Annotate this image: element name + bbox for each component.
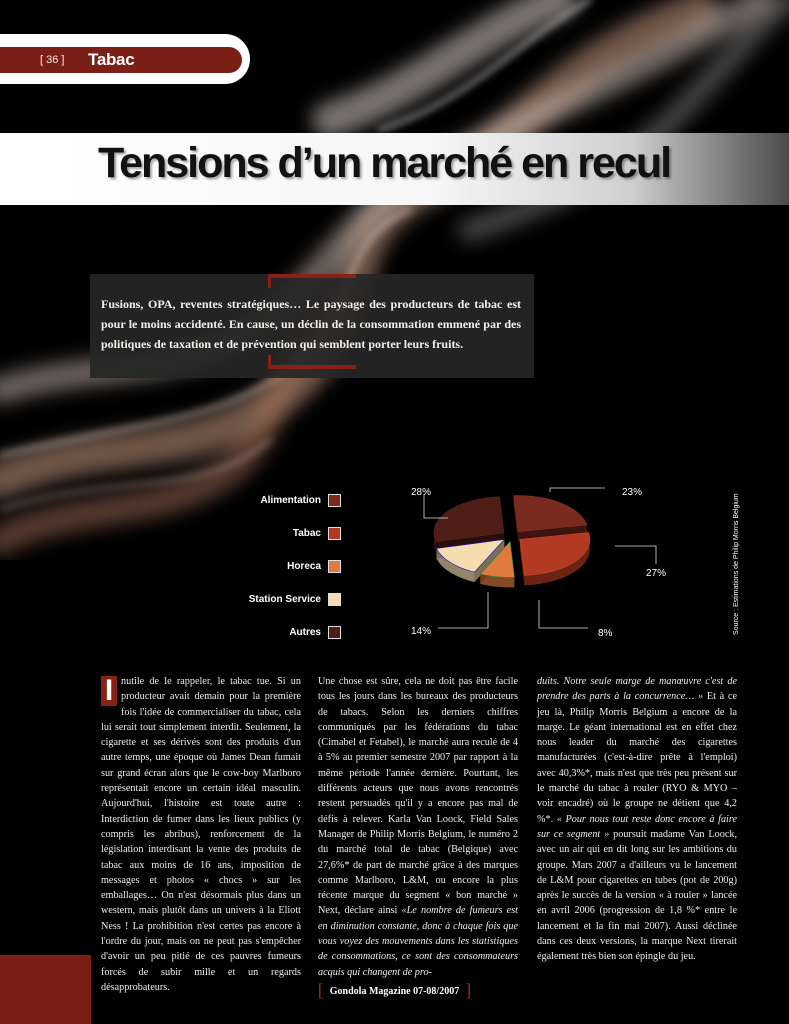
legend-item (216, 517, 341, 550)
footer-bracket-open: [ (317, 980, 324, 1000)
article-column-1 (101, 674, 301, 995)
pie-label-autres: 28% (411, 487, 432, 498)
page-number: [ 36 ] (40, 54, 65, 66)
drop-cap: I (101, 676, 117, 706)
legend-item (216, 550, 341, 583)
column-3-quote-1: duits. Notre seule marge de manœuvre c'est de prendre des parts à la concurrence… » (537, 676, 737, 703)
section-name: Tabac (88, 50, 135, 69)
column-2-text: Une chose est sûre, cela ne doit pas être facile tous les jours dans les bureaux des producteurs de tabacs. Selon les derniers chiffres communiqués par les fédérations du tabac (Cimabel et Fetabel), le marché aura reculé de 4 à 5% au premier semestre 2007 par rapport à la même période l'année dernière. Pourtant, les différents acteurs que nous avons rencontrés restent persuadés qu'il y a encore pas mal de défis à relever. Karla Van Loock, Field Sales Manager de Philip Morris Belgium, le numéro 2 du marché total de tabac (Belgique) avec 27,6%* de part de marché grâce à des marques comme Marlboro, L&M, ou encore la plus récente marque du segment « bon marché » Next, déclare ainsi (318, 676, 518, 917)
legend-item (216, 583, 341, 616)
pie-slice-top (514, 496, 587, 532)
pie-label-alimentation: 23% (622, 487, 643, 498)
legend-swatch (328, 626, 341, 639)
pie-leader-line (550, 488, 605, 492)
column-2-quote: «Le nombre de fumeurs est en diminution constante, donc à chaque fois que vous voyez des mouvements dans les statistiques de consommations, ce sont des consommateurs acquis qui changent de pro- (318, 905, 518, 978)
lede-bracket-top-tick (268, 274, 271, 288)
article-title (98, 139, 670, 188)
column-3-quote-2: « Pour nous tout reste donc encore à faire sur ce segment » (537, 813, 737, 840)
legend-label: Horeca (287, 561, 321, 572)
pie-label-tabac: 27% (646, 568, 667, 579)
legend-label: Station Service (248, 594, 321, 605)
legend-label: Autres (289, 627, 321, 638)
pie-label-station-service: 14% (411, 626, 432, 637)
footer (0, 980, 789, 1001)
lede-text: Fusions, OPA, reventes stratégiques… Le paysage des producteurs de tabac est pour le moins accidenté. En cause, un déclin de la consommation emmené par des politiques de taxation et de prévention qui semblent porter leurs fruits. (101, 297, 521, 351)
pie-slice-top (520, 533, 590, 576)
lede-bracket-bottom-tick (268, 355, 271, 369)
legend-swatch (328, 560, 341, 573)
legend-swatch (328, 527, 341, 540)
lede-bracket-top (268, 274, 356, 278)
footer-bracket-close: ] (465, 980, 472, 1000)
pie-leader-line (539, 600, 588, 628)
section-tab (0, 47, 242, 73)
pie-label-horeca: 8% (598, 628, 613, 639)
column-3-text-1: Et à ce jeu là, Philip Morris Belgium a encore de la marge. Le géant international est en effet chez nous leader du marché des cigarettes manufacturées (c'est-à-dire prête à l'emploi) avec 40,3%*, mais n'est que très peu présent sur le marché du tabac à rouler (RYO & MYO – voir encadré) où le groupe ne détient que 4,2 %*. (537, 691, 737, 825)
chart-legend (216, 484, 341, 649)
legend-label: Tabac (292, 528, 321, 539)
legend-item (216, 616, 341, 649)
pie-leader-line (438, 592, 488, 628)
pie-slice-tabac (520, 533, 590, 586)
legend-swatch (328, 494, 341, 507)
article-column-2 (318, 674, 518, 980)
pie-chart (400, 478, 680, 648)
legend-label: Alimentation (260, 495, 321, 506)
chart-source: Source : Estimations de Philip Morris Belgium (733, 493, 740, 635)
legend-item (216, 484, 341, 517)
legend-swatch (328, 593, 341, 606)
footer-text: Gondola Magazine 07-08/2007 (329, 986, 460, 997)
title-rest: d’un marché en recul (267, 139, 671, 187)
column-3-text-2: poursuit madame Van Loock, avec un air qui en dit long sur les ambitions du groupe. Mars 2007 a d'ailleurs vu le lancement de L&M pour cigarettes en tubes (pot de 200g) après le succès de la version « à rouler » lancée en avril 2006 (progression de 1,8 %* entre le lancement et la fin mai 2007). Aussi déclinée dans ces deux versions, la marque Next tirerait également très bien son épingle du jeu. (537, 828, 737, 963)
column-1-text: nutile de le rappeler, le tabac tue. Si un producteur avait demain pour la première fois l'idée de commercialiser du tabac, cela lui serait tout simplement interdit. Seulement, la cigarette et ses dérivés sont des produits d'un autre temps, une époque où James Dean fumait sur grand écran alors que le cow-boy Marlboro représentait encore un certain idéal masculin. Aujourd'hui, l'histoire est toute autre : Interdiction de fumer dans les lieux publics (y compris les abribus), renforcement de la législation interdisant la vente des produits de tabac aux moins de 16 ans, imposition de messages et photos « chocs » sur les emballages… On n'est désormais plus dans un western, mais plutôt dans un univers à la Eliott Ness ! La prohibition n'est certes pas encore à l'ordre du jour, mais on ne peut pas s'empêcher d'avoir un peu pitié de ces pauvres fumeurs forcés de subir mille et un regards désapprobateurs. (101, 676, 301, 993)
pie-leader-line (615, 546, 656, 564)
article-column-3 (537, 674, 737, 965)
title-strong: Tensions (98, 139, 268, 187)
lede-bracket-bottom (268, 365, 356, 369)
